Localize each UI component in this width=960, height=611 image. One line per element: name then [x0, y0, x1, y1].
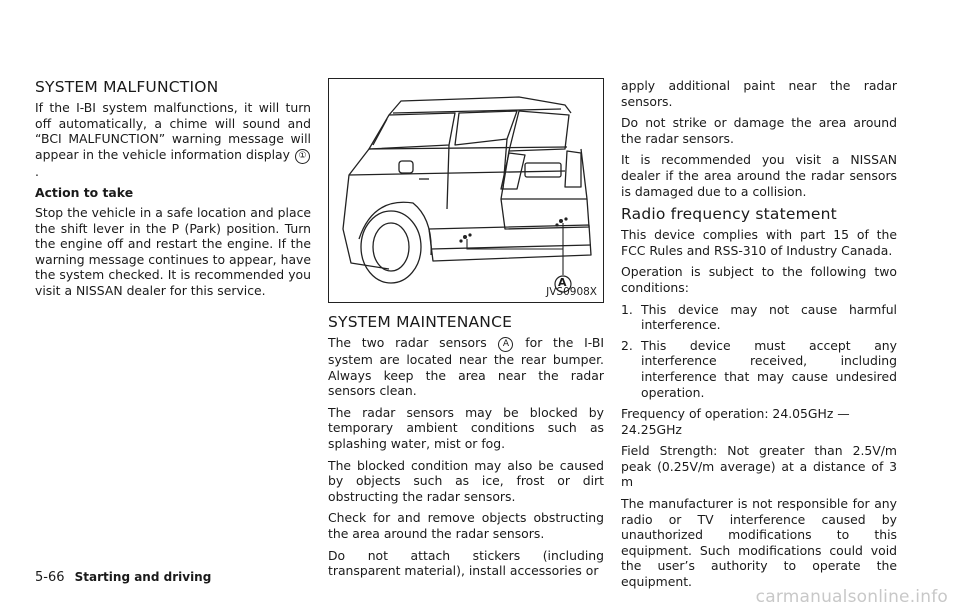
section-title: Starting and driving	[74, 570, 212, 584]
list-item	[621, 338, 897, 400]
warning-callout-icon: ①	[295, 149, 310, 164]
maintenance-paragraph-4: Check for and remove objects obstructing the area around the radar sensors.	[328, 510, 604, 541]
list-item	[621, 302, 897, 333]
action-paragraph: Stop the vehicle in a safe location and place the shift lever in the P (Park) position. Turn the engine off and restart the engine. If the warning message continues to appear, have the system checked. It is recommended you visit a NISSAN dealer for this service.	[35, 204, 311, 298]
maintenance-paragraph-3: The blocked condition may also be caused by objects such as ice, frost or dirt obstructing the radar sensors.	[328, 457, 604, 504]
column-left	[35, 78, 311, 305]
figure-callout-a: A	[558, 276, 567, 289]
maintenance-text-b: for the I-BI system are located near the rear bumper. Always keep the area near the radar sensors clean.	[328, 335, 604, 399]
vehicle-illustration	[328, 78, 604, 303]
action-heading: Action to take	[35, 185, 134, 201]
page-footer	[35, 570, 211, 585]
conditions-list	[621, 302, 897, 401]
dealer-paragraph: It is recommended you visit a NISSAN dealer if the area around the radar sensors is damaged due to a collision.	[621, 152, 897, 199]
list-item-number: 1.	[621, 301, 633, 317]
malfunction-text: If the I-BI system malfunctions, it will turn off automatically, a chime will sound and “BCI MALFUNCTION” warning message will appear in the vehicle information display	[35, 100, 311, 162]
manufacturer-paragraph: The manufacturer is not responsible for any radio or TV interference caused by unauthorized modifications to this equipment. Such modifications could void the user’s authority to operate the equipment.	[621, 496, 897, 590]
malfunction-paragraph: If the I-BI system malfunctions, it will turn off automatically, a chime will sound and “BCI MALFUNCTION” warning message will appear in the vehicle information display ①.	[35, 100, 311, 179]
figure-code: JVS0908X	[546, 286, 597, 298]
list-item-text: This device must accept any interference received, including interference that may cause undesired operation.	[641, 337, 897, 400]
frequency-paragraph: Frequency of operation: 24.05GHz — 24.25GHz	[621, 406, 850, 437]
maintenance-paragraph-1	[328, 335, 604, 399]
column-right	[621, 78, 897, 596]
list-item-number: 2.	[621, 337, 633, 353]
heading-system-malfunction: SYSTEM MALFUNCTION	[35, 78, 219, 96]
conditions-paragraph: Operation is subject to the following two conditions:	[621, 264, 897, 295]
list-item-text: This device may not cause harmful interference.	[641, 301, 897, 333]
column-middle	[328, 78, 604, 585]
maintenance-paragraph-5: Do not attach stickers (including transparent material), install accessories or	[328, 547, 604, 579]
strike-paragraph: Do not strike or damage the area around the radar sensors.	[621, 115, 897, 146]
field-strength-paragraph: Field Strength: Not greater than 2.5V/m peak (0.25V/m average) at a distance of 3 m	[621, 443, 897, 490]
page-number: 5-66	[35, 570, 65, 585]
sensor-callout-icon: A	[498, 337, 513, 352]
fcc-paragraph: This device complies with part 15 of the FCC Rules and RSS-310 of Industry Canada.	[621, 227, 897, 258]
maintenance-paragraph-2: The radar sensors may be blocked by temporary ambient conditions such as splashing water, mist or fog.	[328, 404, 604, 451]
suv-rear-drawing	[329, 79, 603, 302]
maintenance-text-a: The two radar sensors	[328, 335, 487, 350]
watermark: carmanualsonline.info	[755, 587, 948, 607]
heading-system-maintenance: SYSTEM MAINTENANCE	[328, 313, 513, 331]
paint-paragraph: apply additional paint near the radar sensors.	[621, 78, 897, 109]
heading-radio-frequency: Radio frequency statement	[621, 205, 837, 224]
